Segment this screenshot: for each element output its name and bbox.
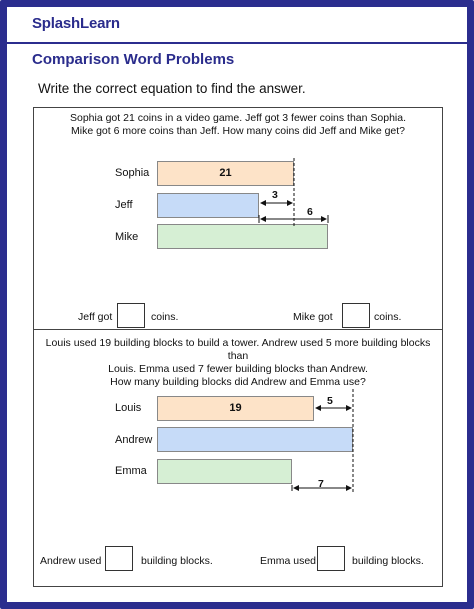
bar-label-louis: Louis [115,402,142,414]
brand-splash: Splash [32,15,80,32]
diff-label-andrew: 5 [327,395,333,407]
bar-label-mike: Mike [115,231,139,243]
answer-emma-suffix: building blocks. [352,555,424,567]
diff-label-emma: 7 [318,478,324,490]
worksheet-instruction: Write the correct equation to find the answer. [38,81,306,96]
answer-box-mike[interactable] [342,303,370,328]
answer-andrew-suffix: building blocks. [141,555,213,567]
answer-jeff-prefix: Jeff got [78,311,113,323]
answer-mike-suffix: coins. [374,311,402,323]
answer-box-andrew[interactable] [105,546,133,571]
answer-box-emma[interactable] [317,546,345,571]
answer-mike-prefix: Mike got [293,311,333,323]
header-rule [7,42,467,44]
answer-box-jeff[interactable] [117,303,145,328]
bar-emma [157,459,292,484]
problem2-question [40,337,436,389]
diff-label-mike: 6 [307,206,313,218]
problem2-question-line2: Louis. Emma used 7 fewer building blocks than Andrew. [108,363,368,375]
bar-value-sophia: 21 [219,167,232,179]
brand-logo [32,15,120,32]
answer-andrew-prefix: Andrew used [40,555,102,567]
bar-jeff [157,193,259,218]
answer-jeff-suffix: coins. [151,311,179,323]
answer-emma-prefix: Emma used [260,555,317,567]
problem2-question-line3: How many building blocks did Andrew and Emma use? [110,376,366,388]
bar-value-louis: 19 [229,402,242,414]
problem2-question-line1: Louis used 19 building blocks to build a tower. Andrew used 5 more building blocks than [45,337,431,362]
diff-label-jeff: 3 [272,189,278,201]
bar-mike [157,224,328,249]
worksheet-title: Comparison Word Problems [32,51,235,68]
problems-divider [33,329,443,330]
bar-andrew [157,427,353,452]
bar-label-sophia: Sophia [115,167,150,179]
problem1-question-line2: Mike got 6 more coins than Jeff. How many coins did Jeff and Mike get? [70,125,406,137]
bar-label-jeff: Jeff [115,199,133,211]
brand-learn: Learn [79,15,120,32]
bar-label-andrew: Andrew [115,434,153,446]
problem1-question [40,112,436,138]
bar-label-emma: Emma [115,465,147,477]
problem1-question-line1: Sophia got 21 coins in a video game. Jeff got 3 fewer coins than Sophia. [69,112,407,124]
